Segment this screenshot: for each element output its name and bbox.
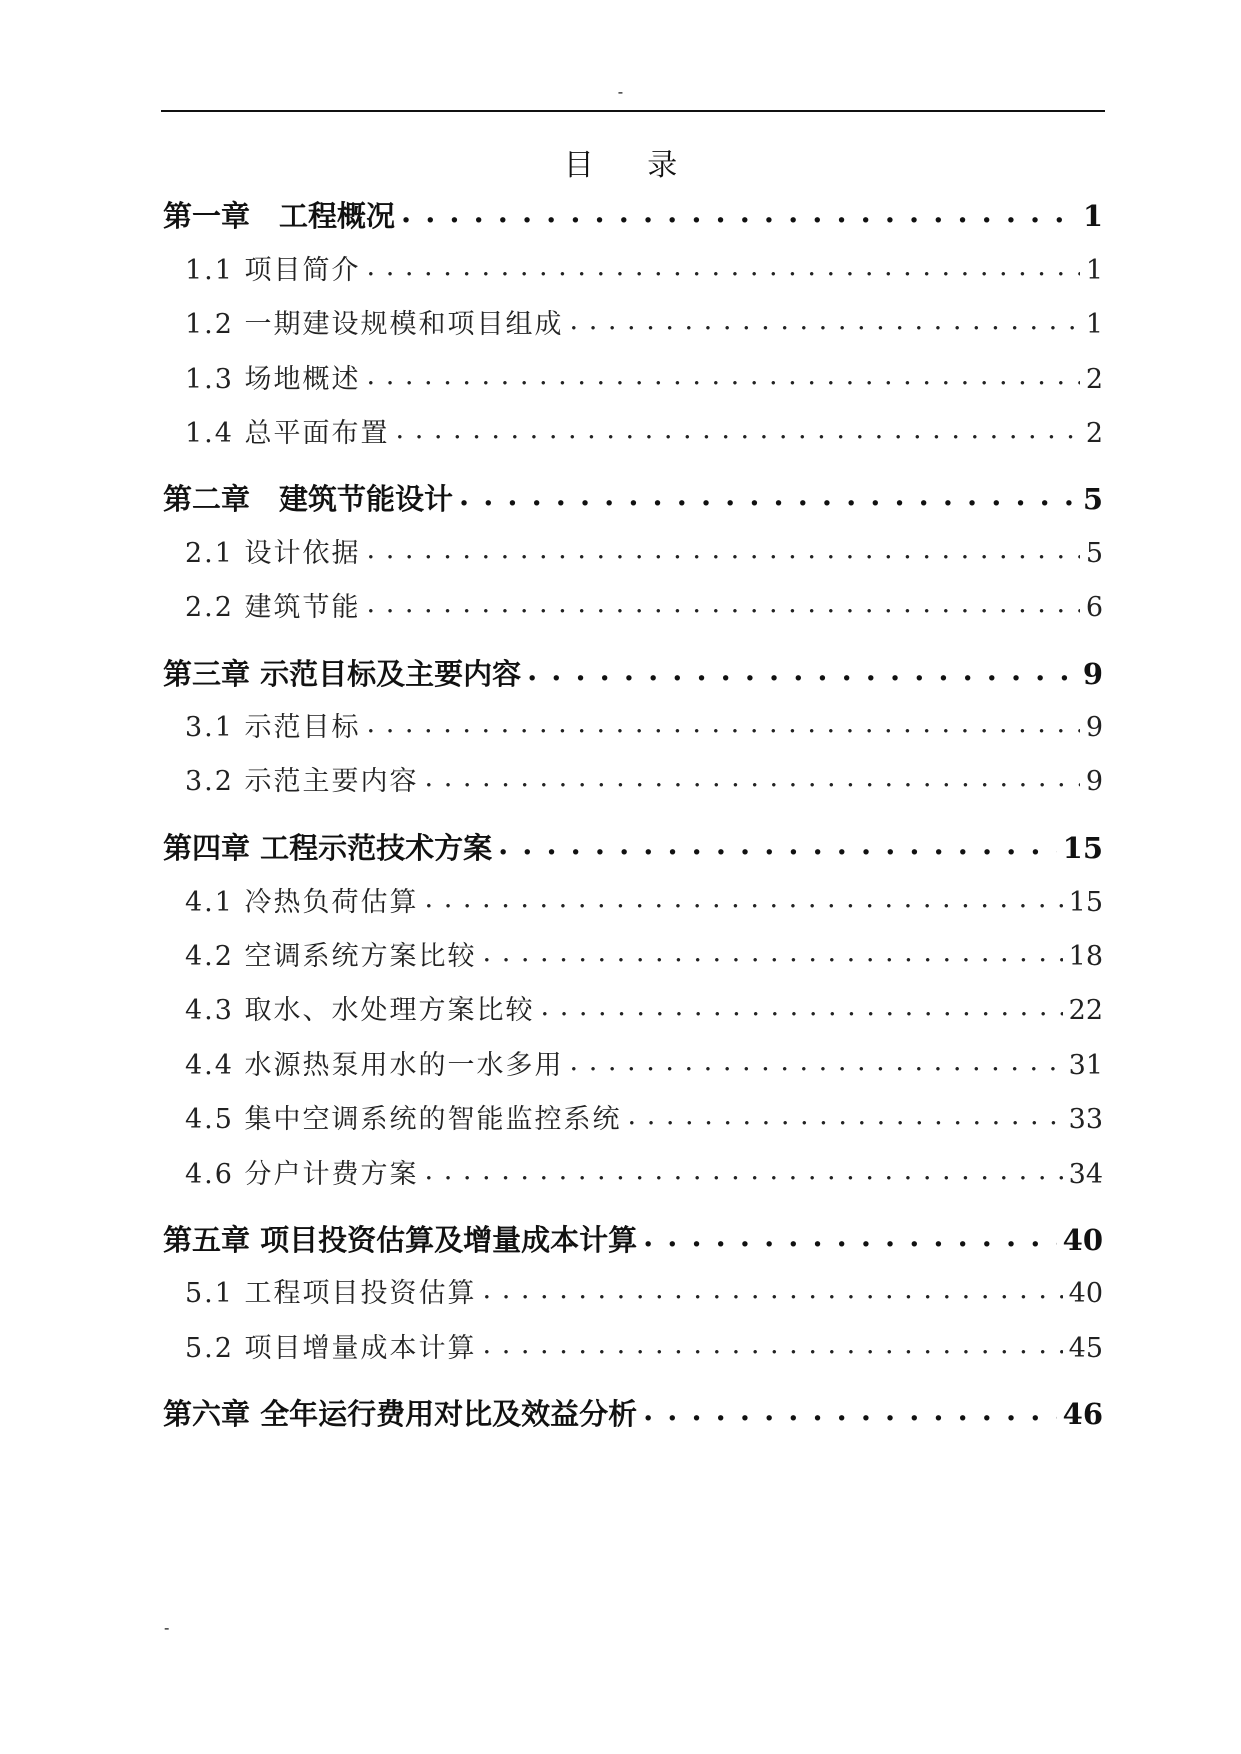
toc-leader-dots xyxy=(425,756,1080,800)
toc-page-number: 40 xyxy=(1068,1278,1103,1309)
header-divider xyxy=(161,110,1105,112)
toc-leader-dots xyxy=(570,1040,1063,1084)
toc-entry-label: 4.1 冷热负荷估算 xyxy=(185,887,419,918)
toc-page-number: 22 xyxy=(1068,995,1103,1026)
toc-chapter-entry[interactable] xyxy=(163,652,1103,696)
toc-leader-dots xyxy=(570,299,1080,343)
toc-leader-dots xyxy=(367,582,1080,626)
toc-entry-label: 第五章 项目投资估算及增量成本计算 xyxy=(163,1223,638,1257)
toc-chapter-entry[interactable] xyxy=(163,826,1103,870)
toc-chapter-entry[interactable] xyxy=(163,194,1103,238)
toc-chapter-entry[interactable] xyxy=(163,477,1103,521)
toc-page-number: 9 xyxy=(1085,712,1103,743)
toc-section-entry[interactable] xyxy=(185,303,1103,347)
toc-page-number: 1 xyxy=(1085,309,1103,340)
toc-entry-label: 1.3 场地概述 xyxy=(185,364,361,395)
toc-leader-dots xyxy=(367,528,1080,572)
toc-page-number: 9 xyxy=(1082,657,1103,691)
toc-page-number: 33 xyxy=(1068,1104,1103,1135)
toc-section-entry[interactable] xyxy=(185,1098,1103,1142)
toc-entry-label: 5.2 项目增量成本计算 xyxy=(185,1333,477,1364)
toc-entry-label: 3.1 示范目标 xyxy=(185,712,361,743)
toc-page-number: 6 xyxy=(1085,592,1103,623)
toc-leader-dots xyxy=(401,190,1077,234)
toc-section-entry[interactable] xyxy=(185,706,1103,750)
toc-entry-label: 2.1 设计依据 xyxy=(185,538,361,569)
toc-section-entry[interactable] xyxy=(185,249,1103,293)
page-header-mark: - xyxy=(617,82,624,101)
toc-entry-label: 第二章 建筑节能设计 xyxy=(163,482,454,516)
toc-entry-label: 第一章 工程概况 xyxy=(163,199,396,233)
toc-leader-dots xyxy=(367,354,1080,398)
toc-section-entry[interactable] xyxy=(185,989,1103,1033)
toc-entry-label: 第四章 工程示范技术方案 xyxy=(163,831,493,865)
toc-leader-dots xyxy=(483,931,1063,975)
toc-entry-label: 4.6 分户计费方案 xyxy=(185,1159,419,1190)
toc-page-number: 46 xyxy=(1062,1397,1103,1431)
toc-entry-label: 5.1 工程项目投资估算 xyxy=(185,1278,477,1309)
toc-leader-dots xyxy=(425,877,1063,921)
toc-page-number: 2 xyxy=(1085,418,1103,449)
toc-section-entry[interactable] xyxy=(185,1153,1103,1197)
toc-section-entry[interactable] xyxy=(185,586,1103,630)
toc-entry-label: 1.1 项目简介 xyxy=(185,255,361,286)
toc-section-entry[interactable] xyxy=(185,1272,1103,1316)
toc-section-entry[interactable] xyxy=(185,532,1103,576)
toc-entry-label: 1.2 一期建设规模和项目组成 xyxy=(185,309,564,340)
toc-page-number: 18 xyxy=(1068,941,1103,972)
toc-section-entry[interactable] xyxy=(185,358,1103,402)
toc-leader-dots xyxy=(459,473,1077,517)
page-footer-mark: - xyxy=(164,1618,170,1637)
toc-entry-label: 3.2 示范主要内容 xyxy=(185,766,419,797)
toc-page-number: 5 xyxy=(1082,482,1103,516)
toc-leader-dots xyxy=(396,408,1080,452)
toc-page-number: 15 xyxy=(1062,831,1103,865)
toc-section-entry[interactable] xyxy=(185,881,1103,925)
toc-entry-label: 4.5 集中空调系统的智能监控系统 xyxy=(185,1104,622,1135)
toc-leader-dots xyxy=(628,1094,1063,1138)
toc-chapter-entry[interactable] xyxy=(163,1392,1103,1436)
toc-page-number: 5 xyxy=(1085,538,1103,569)
toc-section-entry[interactable] xyxy=(185,1044,1103,1088)
toc-leader-dots xyxy=(541,985,1063,1029)
toc-section-entry[interactable] xyxy=(185,935,1103,979)
toc-page-number: 2 xyxy=(1085,364,1103,395)
toc-leader-dots xyxy=(425,1149,1063,1193)
toc-page-number: 9 xyxy=(1085,766,1103,797)
toc-leader-dots xyxy=(367,245,1080,289)
toc-section-entry[interactable] xyxy=(185,760,1103,804)
toc-page-number: 40 xyxy=(1062,1223,1103,1257)
toc-page-number: 31 xyxy=(1068,1050,1103,1081)
toc-section-entry[interactable] xyxy=(185,1327,1103,1371)
toc-leader-dots xyxy=(498,822,1057,866)
toc-entry-label: 第六章 全年运行费用对比及效益分析 xyxy=(163,1397,638,1431)
toc-entry-label: 2.2 建筑节能 xyxy=(185,592,361,623)
toc-leader-dots xyxy=(483,1268,1063,1312)
toc-leader-dots xyxy=(527,648,1077,692)
toc-leader-dots xyxy=(367,702,1080,746)
toc-leader-dots xyxy=(643,1214,1057,1258)
toc-page-number: 45 xyxy=(1068,1333,1103,1364)
toc-page-number: 1 xyxy=(1082,199,1103,233)
toc-entry-label: 第三章 示范目标及主要内容 xyxy=(163,657,522,691)
toc-entry-label: 4.4 水源热泵用水的一水多用 xyxy=(185,1050,564,1081)
toc-page-number: 1 xyxy=(1085,255,1103,286)
toc-entry-label: 1.4 总平面布置 xyxy=(185,418,390,449)
toc-title: 目 录 xyxy=(563,148,700,183)
toc-entry-label: 4.3 取水、水处理方案比较 xyxy=(185,995,535,1026)
toc-entry-label: 4.2 空调系统方案比较 xyxy=(185,941,477,972)
toc-leader-dots xyxy=(643,1388,1057,1432)
toc-page-number: 15 xyxy=(1068,887,1103,918)
toc-leader-dots xyxy=(483,1323,1063,1367)
toc-section-entry[interactable] xyxy=(185,412,1103,456)
toc-chapter-entry[interactable] xyxy=(163,1218,1103,1262)
toc-page-number: 34 xyxy=(1068,1159,1103,1190)
